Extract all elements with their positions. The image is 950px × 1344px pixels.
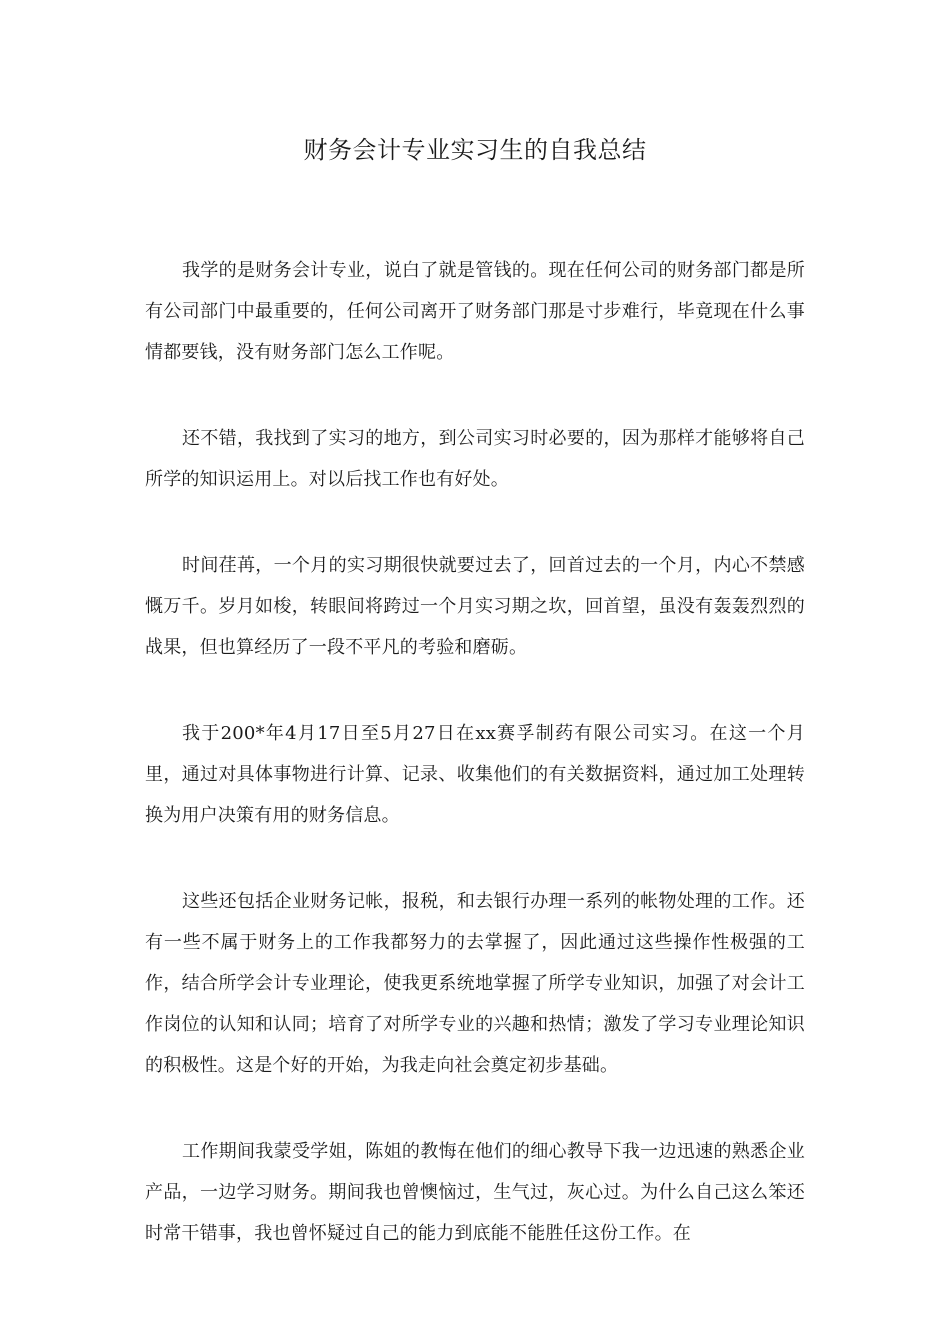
paragraph-4: 我于200*年4月17日至5月27日在xx赛孚制药有限公司实习。在这一个月里，通过对具体事物进行计算、记录、收集他们的有关数据资料，通过加工处理转换为用户决策有用的财务信息。 (145, 723, 805, 826)
paragraph-5: 这些还包括企业财务记帐，报税，和去银行办理一系列的帐物处理的工作。还有一些不属于财务上的工作我都努力的去掌握了，因此通过这些操作性极强的工作，结合所学会计专业理论，使我更系统地掌握了所学专业知识，加强了对会计工作岗位的认知和认同；培育了对所学专业的兴趣和热情；激发了学习专业理论知识的积极性。这是个好的开始，为我走向社会奠定初步基础。 (145, 891, 805, 1076)
paragraph-1: 我学的是财务会计专业，说白了就是管钱的。现在任何公司的财务部门都是所有公司部门中最重要的，任何公司离开了财务部门那是寸步难行，毕竟现在什么事情都要钱，没有财务部门怎么工作呢。 (145, 260, 805, 363)
paragraph-3: 时间荏苒，一个月的实习期很快就要过去了，回首过去的一个月，内心不禁感慨万千。岁月如梭，转眼间将跨过一个月实习期之坎，回首望，虽没有轰轰烈烈的战果，但也算经历了一段不平凡的考验和磨砺。 (145, 555, 805, 658)
document-title: 财务会计专业实习生的自我总结 (303, 136, 647, 164)
paragraph-2: 还不错，我找到了实习的地方，到公司实习时必要的，因为那样才能够将自己所学的知识运用上。对以后找工作也有好处。 (145, 428, 805, 490)
paragraph-6: 工作期间我蒙受学姐，陈姐的教悔在他们的细心教导下我一边迅速的熟悉企业产品，一边学习财务。期间我也曾懊恼过，生气过，灰心过。为什么自己这么笨还时常干错事，我也曾怀疑过自己的能力到底能不能胜任这份工作。在 (145, 1141, 805, 1244)
document-body (145, 250, 805, 1299)
